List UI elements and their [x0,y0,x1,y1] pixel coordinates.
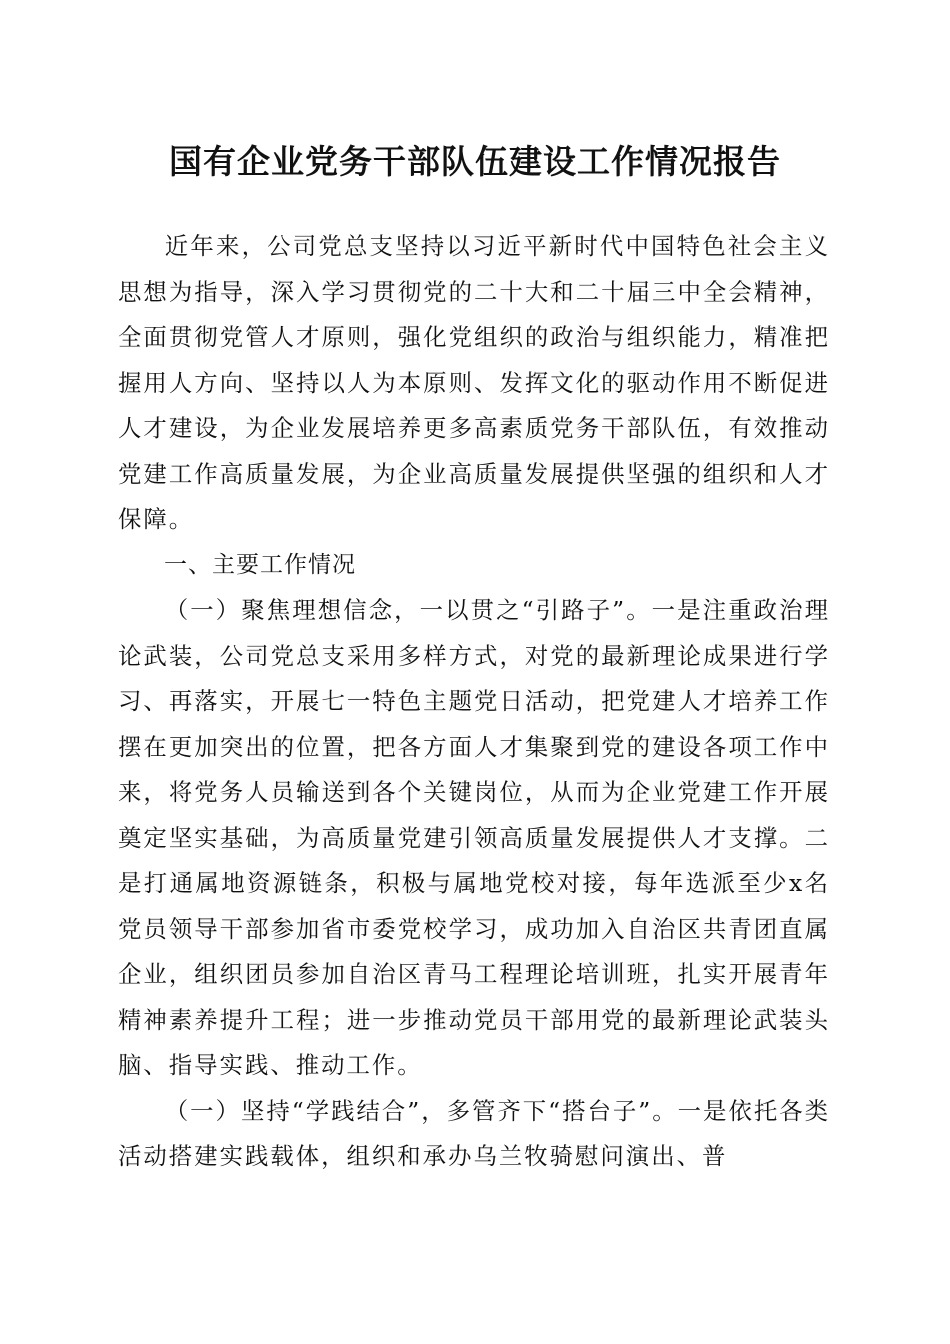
intro-paragraph: 近年来，公司党总支坚持以习近平新时代中国特色社会主义思想为指导，深入学习贯彻党的二十大和二十届三中全会精神，全面贯彻党管人才原则，强化党组织的政治与组织能力，精准把握用人方向、坚持以人为本原则、发挥文化的驱动作用不断促进人才建设，为企业发展培养更多高素质党务干部队伍，有效推动党建工作高质量发展，为企业高质量发展提供坚强的组织和人才保障。 [118,232,830,533]
document-body [118,224,830,1180]
section-paragraph-ideals: （一）聚焦理想信念，一以贯之“引路子”。一是注重政治理论武装，公司党总支采用多样方式，对党的最新理论成果进行学习、再落实，开展七一特色主题党日活动，把党建人才培养工作摆在更加突出的位置，把各方面人才集聚到党的建设各项工作中来，将党务人员输送到各个关键岗位，从而为企业党建工作开展奠定坚实基础，为高质量党建引领高质量发展提供人才支撑。二是打通属地资源链条，积极与属地党校对接，每年选派至少x名党员领导干部参加省市委党校学习，成功加入自治区共青团直属企业，组织团员参加自治区青马工程理论培训班，扎实开展青年精神素养提升工程；进一步推动党员干部用党的最新理论武装头脑、指导实践、推动工作。 [118,596,830,1079]
section-paragraph-practice: （一）坚持“学践结合”，多管齐下“搭台子”。一是依托各类活动搭建实践载体，组织和承办乌兰牧骑慰问演出、普 [118,1096,831,1170]
section-heading-main-work: 一、主要工作情况 [164,551,356,578]
document-title: 国有企业党务干部队伍建设工作情况报告 [169,142,781,181]
